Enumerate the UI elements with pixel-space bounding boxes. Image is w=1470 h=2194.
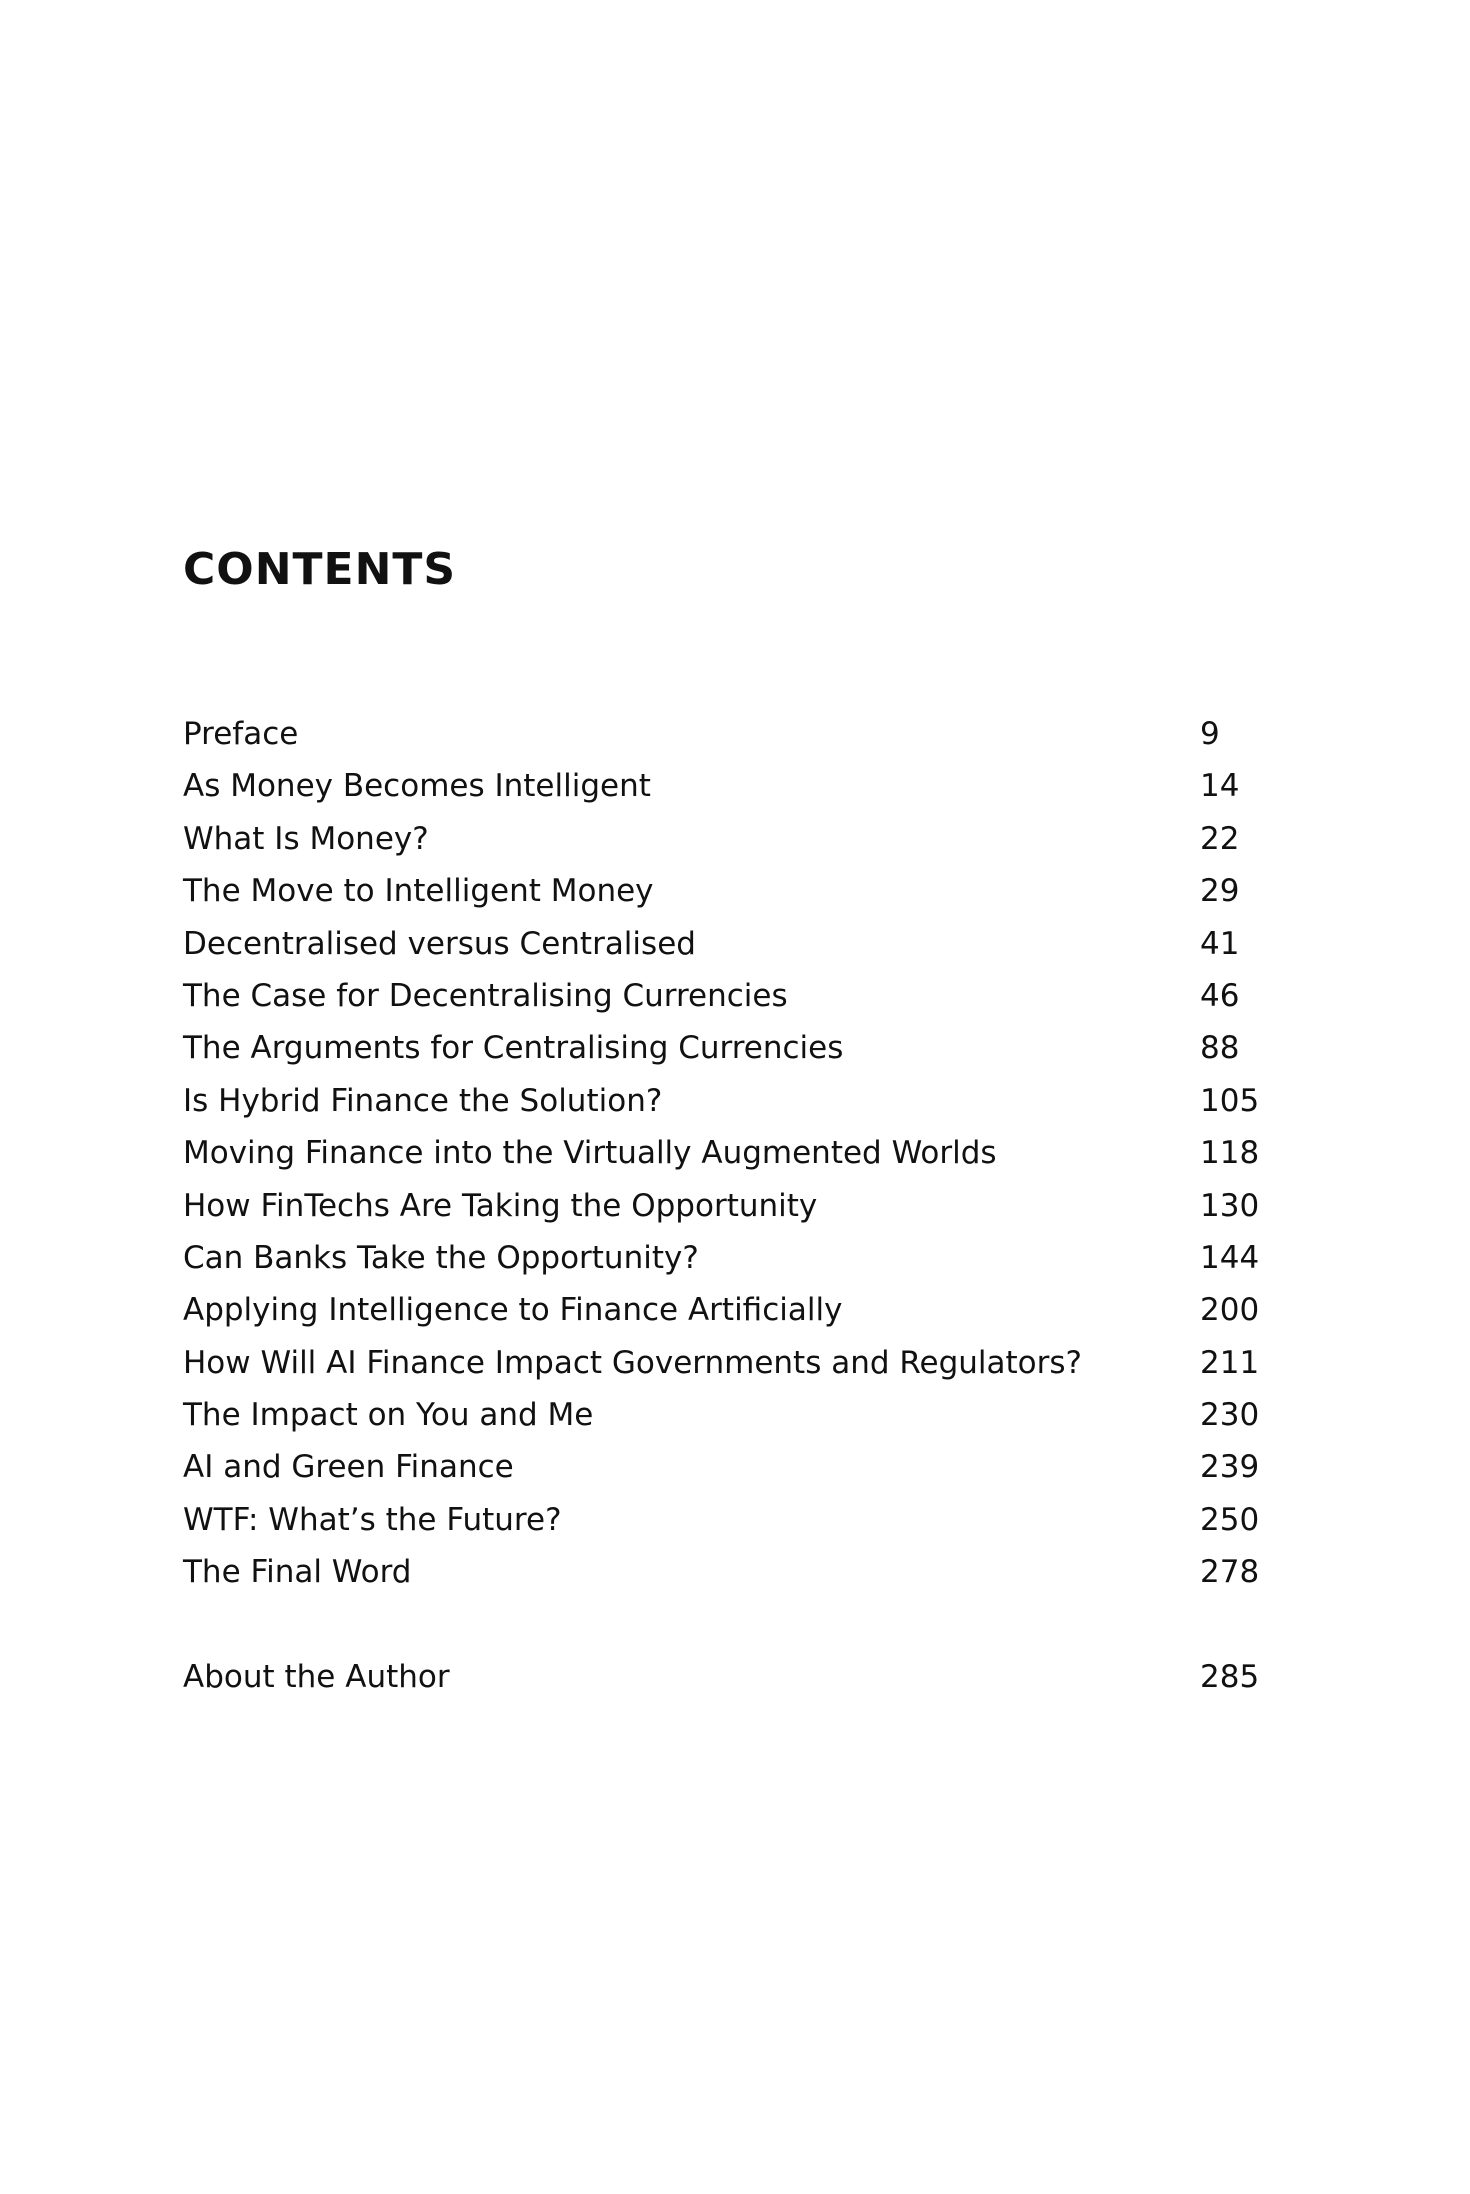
toc-entry[interactable] bbox=[183, 1337, 1260, 1389]
toc-entry-title: How Will AI Finance Impact Governments and Regulators? bbox=[183, 1344, 1082, 1381]
toc-entry-page: 285 bbox=[1200, 1658, 1260, 1695]
toc-entry-title: Decentralised versus Centralised bbox=[183, 925, 696, 962]
toc-entry-title: About the Author bbox=[183, 1658, 450, 1695]
toc-entry-page: 230 bbox=[1200, 1397, 1260, 1434]
toc-entry-about-author[interactable] bbox=[183, 1651, 1260, 1703]
toc-entry-page: 239 bbox=[1200, 1449, 1260, 1486]
toc-entry-title: The Arguments for Centralising Currencies bbox=[183, 1030, 844, 1067]
toc-entry-page: 250 bbox=[1200, 1501, 1260, 1538]
toc-entry[interactable] bbox=[183, 918, 1253, 970]
toc-entry-page: 22 bbox=[1200, 820, 1240, 857]
toc-entry-title: What Is Money? bbox=[183, 820, 429, 857]
toc-entry[interactable] bbox=[183, 1389, 1260, 1441]
toc-entry-page: 46 bbox=[1200, 977, 1240, 1014]
toc-entry-page: 29 bbox=[1200, 873, 1240, 910]
toc-entry-page: 105 bbox=[1200, 1082, 1260, 1119]
toc-entry-title: How FinTechs Are Taking the Opportunity bbox=[183, 1187, 818, 1224]
toc-entry-page: 211 bbox=[1200, 1344, 1260, 1381]
toc-entry[interactable] bbox=[183, 813, 1253, 865]
toc-entry-title: The Move to Intelligent Money bbox=[183, 873, 654, 910]
toc-entry[interactable] bbox=[183, 970, 1253, 1022]
table-of-contents bbox=[183, 708, 1260, 1703]
toc-entry-page: 130 bbox=[1200, 1187, 1260, 1224]
toc-entry-title: Preface bbox=[183, 716, 299, 752]
section-spacer bbox=[183, 1599, 1253, 1651]
contents-heading: CONTENTS bbox=[183, 544, 457, 595]
toc-entry[interactable] bbox=[183, 1441, 1260, 1493]
toc-entry[interactable] bbox=[183, 1180, 1260, 1232]
toc-entry-page: 9 bbox=[1200, 716, 1220, 752]
toc-entry[interactable] bbox=[183, 865, 1253, 917]
toc-entry-title: Applying Intelligence to Finance Artificially bbox=[183, 1292, 843, 1329]
toc-entry-page: 118 bbox=[1200, 1135, 1260, 1172]
toc-entry[interactable] bbox=[183, 1075, 1260, 1127]
toc-entry-page: 278 bbox=[1200, 1554, 1260, 1591]
toc-entry-title: The Final Word bbox=[183, 1554, 412, 1591]
toc-entry-page: 14 bbox=[1200, 768, 1240, 805]
toc-entry-page: 144 bbox=[1200, 1239, 1260, 1276]
toc-entry-page: 88 bbox=[1200, 1030, 1240, 1067]
toc-entry[interactable] bbox=[183, 1127, 1260, 1179]
toc-entry[interactable] bbox=[183, 1494, 1260, 1546]
toc-entry-page: 200 bbox=[1200, 1292, 1260, 1329]
toc-entry[interactable] bbox=[183, 708, 1253, 760]
toc-entry-title: Moving Finance into the Virtually Augmented Worlds bbox=[183, 1135, 997, 1172]
toc-entry-title: The Impact on You and Me bbox=[183, 1397, 594, 1434]
toc-entry-title: WTF: What’s the Future? bbox=[183, 1501, 562, 1538]
toc-entry-title: AI and Green Finance bbox=[183, 1449, 514, 1486]
toc-entry[interactable] bbox=[183, 1022, 1253, 1074]
toc-entry-title: As Money Becomes Intelligent bbox=[183, 768, 651, 805]
toc-entry-title: The Case for Decentralising Currencies bbox=[183, 977, 788, 1014]
toc-entry[interactable] bbox=[183, 1284, 1260, 1336]
toc-entry-title: Can Banks Take the Opportunity? bbox=[183, 1239, 699, 1276]
toc-entry-page: 41 bbox=[1200, 925, 1240, 962]
toc-entry-title: Is Hybrid Finance the Solution? bbox=[183, 1082, 663, 1119]
toc-entry[interactable] bbox=[183, 760, 1253, 812]
toc-entry[interactable] bbox=[183, 1546, 1260, 1598]
toc-entry[interactable] bbox=[183, 1232, 1260, 1284]
